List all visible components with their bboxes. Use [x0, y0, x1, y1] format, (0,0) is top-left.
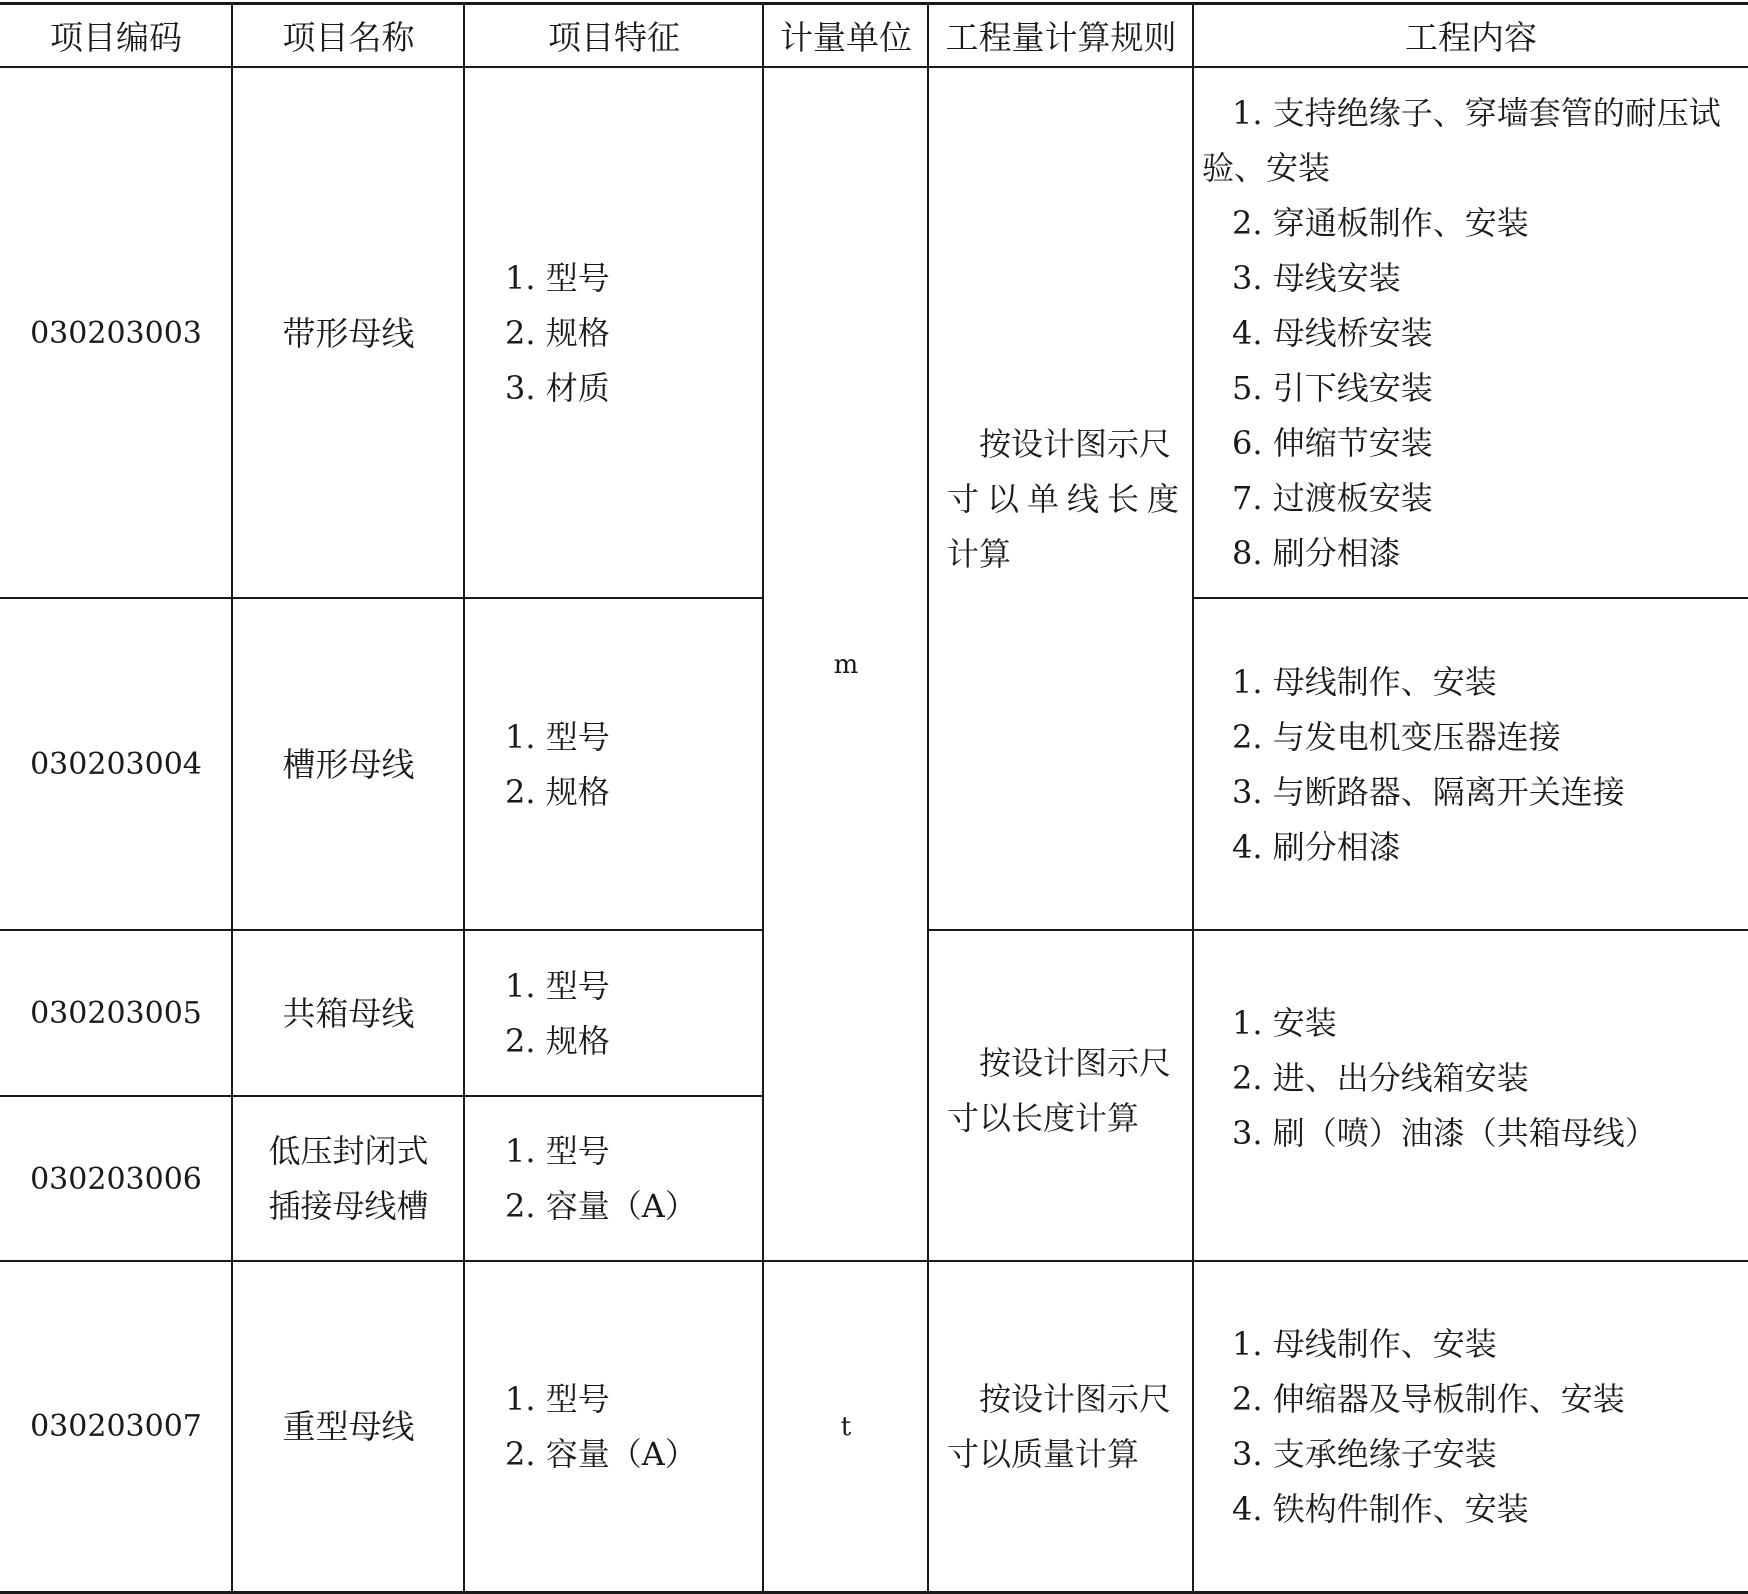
item-code: 030203005	[30, 996, 202, 1031]
item-content	[1202, 68, 1746, 598]
content-line: 6. 伸缩节安装	[1232, 423, 1433, 462]
unit-t: t	[840, 1411, 852, 1442]
feature-line: 2. 规格	[505, 313, 610, 352]
content-line: 2. 穿通板制作、安装	[1232, 203, 1529, 242]
feature-line: 2. 规格	[505, 772, 610, 811]
header-rule: 工程量计算规则	[945, 17, 1177, 57]
content-line: 4. 母线桥安装	[1232, 313, 1433, 352]
header-unit: 计量单位	[780, 17, 912, 57]
rule-line: 按设计图示尺	[979, 424, 1172, 463]
content-line: 1. 母线制作、安装	[1232, 1324, 1497, 1363]
name-line: 插接母线槽	[268, 1187, 429, 1225]
feature-line: 1. 型号	[505, 1132, 610, 1170]
content-line: 3. 母线安装	[1232, 258, 1401, 297]
item-content	[1232, 599, 1746, 930]
header-name: 项目名称	[282, 17, 415, 57]
item-name	[233, 1097, 464, 1261]
item-name: 槽形母线	[282, 745, 415, 784]
content-line: 3. 支承绝缘子安装	[1232, 1434, 1497, 1473]
name-line: 低压封闭式	[268, 1132, 429, 1170]
rule-line: 按设计图示尺	[979, 1379, 1172, 1418]
rule-line: 寸以长度计算	[947, 1099, 1140, 1137]
content-line: 8. 刷分相漆	[1232, 533, 1401, 572]
header-features: 项目特征	[548, 17, 680, 57]
header-code: 项目编码	[50, 17, 182, 57]
feature-line: 2. 容量（A）	[505, 1187, 697, 1225]
content-line: 验、安装	[1202, 148, 1331, 187]
rule-line: 寸以单线长度	[947, 479, 1188, 518]
unit-m-merged: m	[833, 649, 859, 680]
feature-line: 1. 型号	[505, 258, 610, 297]
content-line: 2. 与发电机变压器连接	[1232, 717, 1561, 756]
rule-mass	[929, 1262, 1193, 1591]
rule-line: 按设计图示尺	[979, 1044, 1172, 1082]
feature-line: 2. 容量（A）	[505, 1434, 697, 1473]
feature-line: 3. 材质	[505, 368, 610, 407]
content-line: 7. 过渡板安装	[1232, 478, 1433, 517]
item-name: 共箱母线	[282, 994, 415, 1033]
item-features	[505, 1262, 755, 1591]
rule-single-line-length	[929, 68, 1193, 930]
content-line: 2. 伸缩器及导板制作、安装	[1232, 1379, 1625, 1418]
feature-line: 1. 型号	[505, 717, 610, 756]
content-line: 4. 刷分相漆	[1232, 827, 1401, 866]
content-line: 5. 引下线安装	[1232, 368, 1433, 407]
item-content	[1232, 1262, 1746, 1591]
content-line: 1. 支持绝缘子、穿墙套管的耐压试	[1232, 93, 1721, 132]
item-features	[505, 1097, 755, 1261]
feature-line: 1. 型号	[505, 966, 610, 1005]
item-name: 带形母线	[282, 313, 415, 353]
rule-line: 计算	[947, 534, 1012, 573]
feature-line: 2. 规格	[505, 1021, 610, 1060]
item-code: 030203007	[30, 1409, 202, 1444]
item-code: 030203006	[30, 1161, 202, 1197]
item-features	[505, 931, 755, 1096]
item-code: 030203004	[30, 747, 202, 782]
rule-length	[929, 931, 1193, 1261]
content-line: 4. 铁构件制作、安装	[1232, 1489, 1529, 1528]
item-features	[505, 599, 755, 930]
item-content-shared	[1232, 931, 1746, 1261]
content-line: 2. 进、出分线箱安装	[1232, 1058, 1529, 1097]
content-line: 1. 安装	[1232, 1003, 1337, 1042]
item-code: 030203003	[30, 315, 202, 351]
feature-line: 1. 型号	[505, 1379, 610, 1418]
item-name: 重型母线	[282, 1407, 415, 1446]
rule-line: 寸以质量计算	[947, 1434, 1140, 1473]
content-line: 1. 母线制作、安装	[1232, 662, 1497, 701]
content-line: 3. 与断路器、隔离开关连接	[1232, 772, 1625, 811]
header-content: 工程内容	[1405, 17, 1537, 57]
content-line: 3. 刷（喷）油漆（共箱母线）	[1232, 1113, 1657, 1152]
item-features	[505, 68, 755, 598]
